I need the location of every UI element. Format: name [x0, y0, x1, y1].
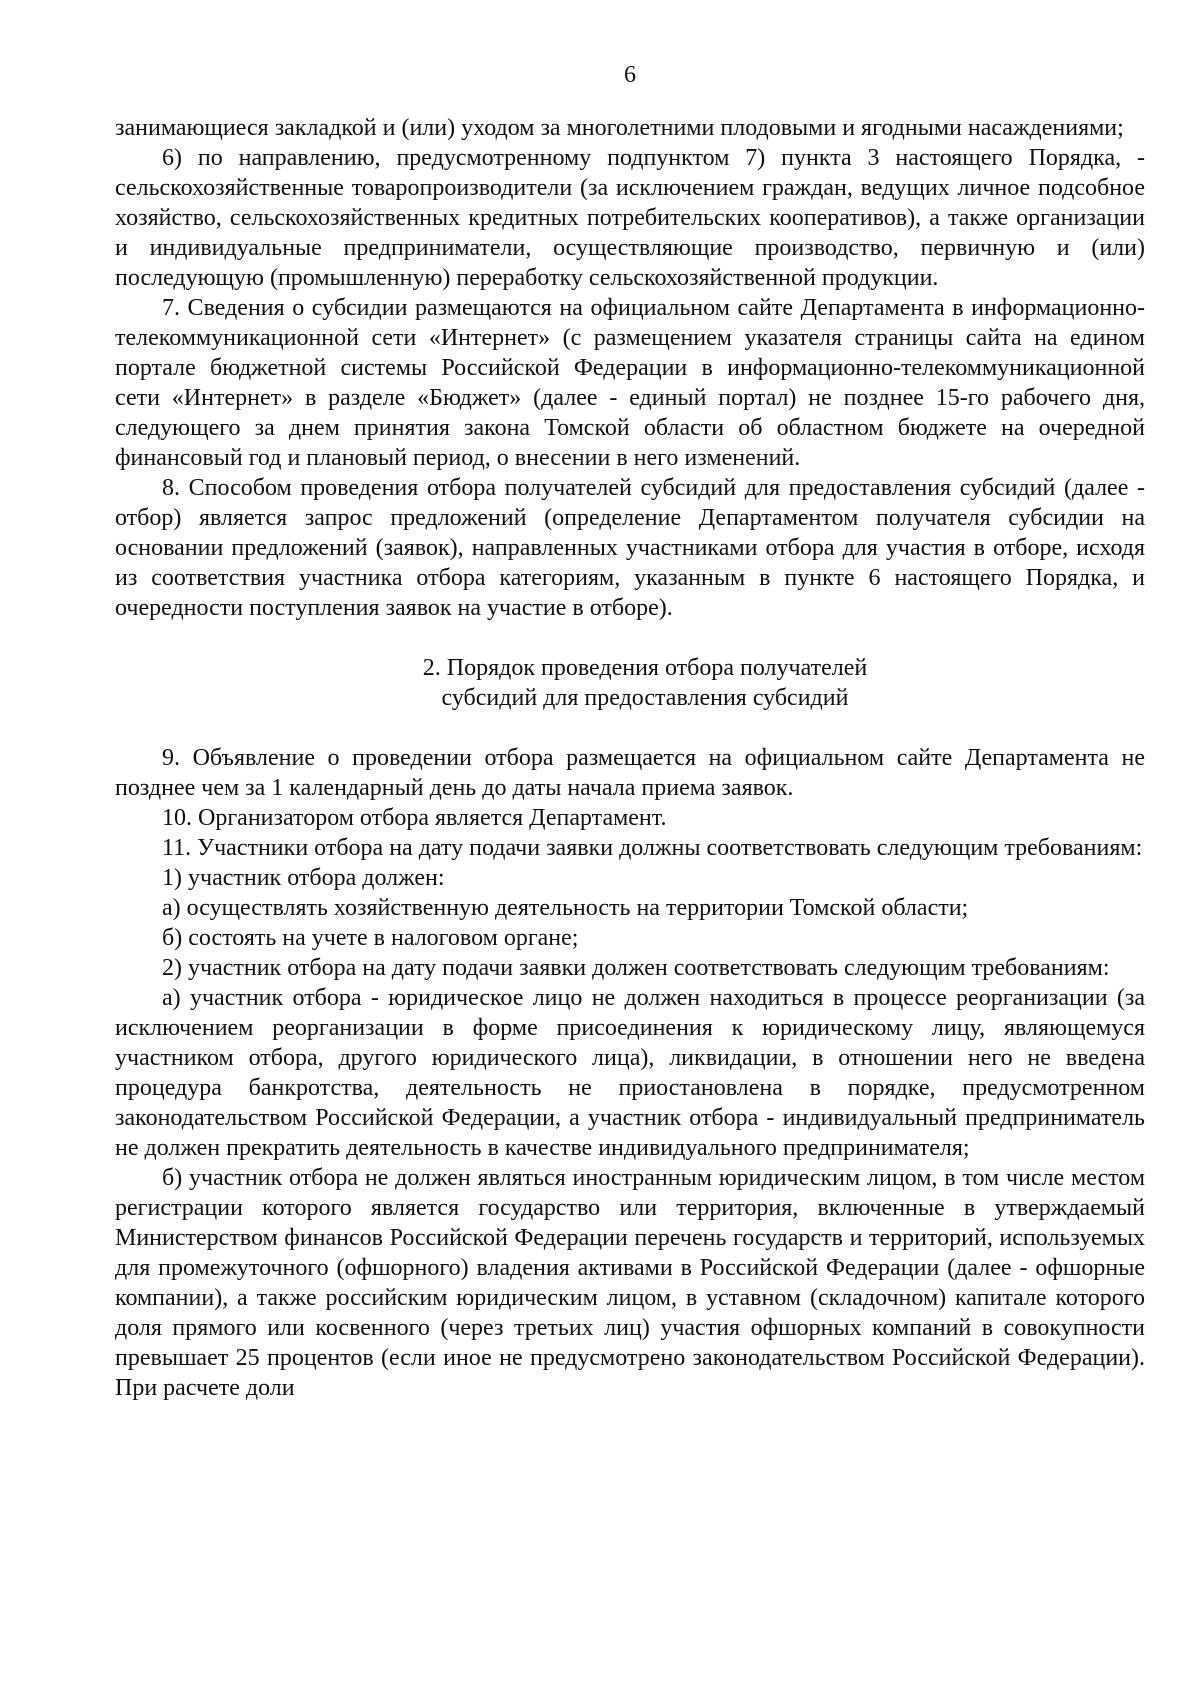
page-number: 6 — [624, 62, 636, 88]
paragraphs-top — [115, 113, 1145, 623]
paragraph: а) участник отбора - юридическое лицо не должен находиться в процессе реорганизации (за исключением реорганизации в форме присоединения к юридическому лицу, являющемуся участником отбора, другого юридического лица), ликвидации, в отношении него не введена процедура банкротства, деятельность не приостановлена в порядке, предусмотренном законодательством Российской Федерации, а участник отбора - индивидуальный предприниматель не должен прекратить деятельность в качестве индивидуального предпринимателя; — [115, 985, 1145, 1161]
paragraph: 11. Участники отбора на дату подачи заявки должны соответствовать следующим требованиям: — [162, 835, 1143, 861]
paragraph: 8. Способом проведения отбора получателей субсидий для предоставления субсидий (далее - отбор) является запрос предложений (определение Департаментом получателя субсидии на основании предложений (заявок), направленных участниками отбора для участия в отборе, исходя из соответствия участника отбора категориям, указанным в пункте 6 настоящего Порядка, и очередности поступления заявок на участие в отборе). — [115, 475, 1145, 621]
paragraph: 1) участник отбора должен: — [162, 865, 445, 891]
paragraph: занимающиеся закладкой и (или) уходом за многолетними плодовыми и ягодными насаждениями; — [115, 115, 1124, 141]
paragraph: б) участник отбора не должен являться иностранным юридическим лицом, в том числе местом регистрации которого является государство или территория, включенные в утверждаемый Министерством финансов Российской Федерации перечень государств и территорий, используемых для промежуточного (офшорного) владения активами в Российской Федерации (далее - офшорные компании), а также российским юридическим лицом, в уставном (складочном) капитале которого доля прямого или косвенного (через третьих лиц) участия офшорных компаний в совокупности превышает 25 процентов (если иное не предусмотрено законодательством Российской Федерации). При расчете доли — [115, 1165, 1145, 1401]
paragraph: 2) участник отбора на дату подачи заявки должен соответствовать следующим требованиям: — [162, 955, 1110, 981]
section-heading-line-1: 2. Порядок проведения отбора получателей — [422, 655, 868, 681]
document-body — [115, 113, 1145, 1403]
paragraph: б) состоять на учете в налоговом органе; — [162, 925, 579, 951]
paragraph: 10. Организатором отбора является Департамент. — [162, 805, 667, 831]
paragraphs-bottom — [115, 743, 1145, 1403]
paragraph: 9. Объявление о проведении отбора размещается на официальном сайте Департамента не позднее чем за 1 календарный день до даты начала приема заявок. — [115, 745, 1145, 801]
section-heading — [115, 653, 1145, 713]
paragraph: 7. Сведения о субсидии размещаются на официальном сайте Департамента в информационно-телекоммуникационной сети «Интернет» (с размещением указателя страницы сайта на едином портале бюджетной системы Российской Федерации в информационно-телекоммуникационной сети «Интернет» в разделе «Бюджет» (далее - единый портал) не позднее 15-го рабочего дня, следующего за днем принятия закона Томской области об областном бюджете на очередной финансовый год и плановый период, о внесении в него изменений. — [115, 295, 1145, 471]
paragraph: 6) по направлению, предусмотренному подпунктом 7) пункта 3 настоящего Порядка, - сельскохозяйственные товаропроизводители (за исключением граждан, ведущих личное подсобное хозяйство, сельскохозяйственных кредитных потребительских кооперативов), а также организации и индивидуальные предприниматели, осуществляющие производство, первичную и (или) последующую (промышленную) переработку сельскохозяйственной продукции. — [115, 145, 1145, 291]
paragraph: а) осуществлять хозяйственную деятельность на территории Томской области; — [162, 895, 969, 921]
section-heading-line-2: субсидий для предоставления субсидий — [441, 685, 849, 711]
